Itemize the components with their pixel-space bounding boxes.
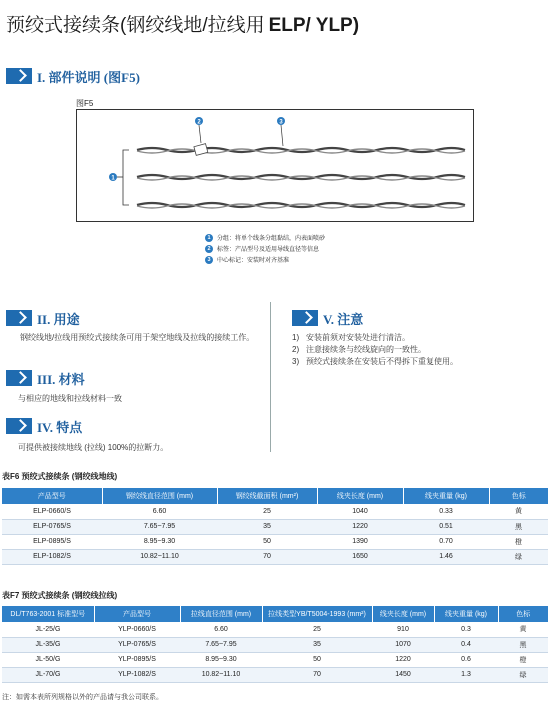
chevron-right-icon bbox=[6, 68, 32, 84]
column-header: 色标 bbox=[489, 488, 548, 504]
table-cell: 黑 bbox=[489, 519, 548, 534]
chevron-right-icon bbox=[6, 418, 32, 434]
column-header: 线夹长度 (mm) bbox=[372, 606, 434, 622]
callout-2-leader bbox=[199, 125, 201, 143]
table-f6-caption: 表F6 预绞式接续条 (钢绞线地线) bbox=[2, 472, 118, 481]
section-material-text: 与相应的地线和拉线材料一致 bbox=[18, 394, 122, 403]
legend-item bbox=[205, 254, 325, 265]
section-parts-header bbox=[6, 68, 140, 84]
legend-number: 2 bbox=[205, 245, 213, 253]
table-cell: ELP-1082/S bbox=[2, 549, 102, 564]
section-notes-header bbox=[292, 310, 363, 326]
chevron-right-icon bbox=[292, 310, 318, 326]
helical-rod-2 bbox=[137, 175, 465, 180]
table-cell: JL-35/G bbox=[2, 637, 94, 652]
legend-text: 分组：将单个线条分组黏结，内表面喷砂 bbox=[217, 236, 326, 242]
column-header: 钢绞线截面积 (mm²) bbox=[217, 488, 317, 504]
table-cell: 1220 bbox=[372, 652, 434, 667]
section-material-title: III. 材料 bbox=[37, 371, 85, 387]
page-title bbox=[6, 10, 359, 37]
section-features-text: 可提供被接续地线 (拉线) 100%的拉断力。 bbox=[18, 443, 169, 452]
list-item: 1) 安装前须对安装处进行清洁。 bbox=[292, 333, 410, 342]
callout-3-number: 3 bbox=[279, 119, 283, 126]
table-cell: 70 bbox=[262, 667, 372, 682]
table-cell: 35 bbox=[217, 519, 317, 534]
legend-text: 标签：产品型号及适用导线直径等信息 bbox=[217, 247, 320, 253]
table-header-row bbox=[2, 488, 548, 504]
table-cell: 10.82~11.10 bbox=[102, 549, 217, 564]
table-cell: JL-50/G bbox=[2, 652, 94, 667]
table-cell: JL-25/G bbox=[2, 622, 94, 637]
column-header: 钢绞线直径范围 (mm) bbox=[102, 488, 217, 504]
table-cell: 0.6 bbox=[434, 652, 498, 667]
table-cell: 35 bbox=[262, 637, 372, 652]
helical-rod-3 bbox=[137, 203, 465, 208]
table-cell: ELP-0895/S bbox=[2, 534, 102, 549]
table-cell: 1390 bbox=[317, 534, 403, 549]
figure-legend bbox=[205, 232, 325, 265]
table-f7-caption: 表F7 预绞式接续条 (钢绞线拉线) bbox=[2, 591, 118, 600]
table-cell: YLP-0895/S bbox=[94, 652, 180, 667]
table-cell: 0.33 bbox=[403, 504, 489, 519]
legend-text: 中心标记：安装时对齐基准 bbox=[217, 258, 290, 264]
table-cell: 1.3 bbox=[434, 667, 498, 682]
table-cell: 黄 bbox=[498, 622, 548, 637]
footnote: 注：如需本表所列规格以外的产品请与我公司联系。 bbox=[2, 694, 163, 701]
table-cell: 7.65~7.95 bbox=[102, 519, 217, 534]
column-header: DL/T763-2001 标准型号 bbox=[2, 606, 94, 622]
table-cell: 7.65~7.95 bbox=[180, 637, 262, 652]
column-header: 产品型号 bbox=[94, 606, 180, 622]
table-row bbox=[2, 667, 548, 682]
table-row bbox=[2, 504, 548, 519]
section-features-title: IV. 特点 bbox=[37, 419, 83, 435]
table-cell: 0.51 bbox=[403, 519, 489, 534]
table-f6 bbox=[2, 488, 548, 565]
table-cell: 1450 bbox=[372, 667, 434, 682]
table-cell: 绿 bbox=[489, 549, 548, 564]
section-parts-title: I. 部件说明 (图F5) bbox=[37, 69, 140, 85]
table-header-row bbox=[2, 606, 548, 622]
callout-3-leader bbox=[281, 125, 283, 146]
column-header: 产品型号 bbox=[2, 488, 102, 504]
figure-label: 图F5 bbox=[76, 99, 94, 108]
table-cell: 6.60 bbox=[180, 622, 262, 637]
table-row bbox=[2, 637, 548, 652]
callout-1-number: 1 bbox=[111, 175, 115, 182]
table-cell: 70 bbox=[217, 549, 317, 564]
section-usage-text: 钢绞线地/拉线用预绞式接续条可用于架空地线及拉线的接续工作。 bbox=[20, 333, 255, 342]
section-notes-title: V. 注意 bbox=[323, 311, 364, 327]
table-cell: 橙 bbox=[498, 652, 548, 667]
table-cell: 0.3 bbox=[434, 622, 498, 637]
column-header: 线夹长度 (mm) bbox=[317, 488, 403, 504]
table-cell: 25 bbox=[262, 622, 372, 637]
table-cell: YLP-1082/S bbox=[94, 667, 180, 682]
notes-list bbox=[292, 332, 458, 368]
table-cell: 黄 bbox=[489, 504, 548, 519]
table-cell: ELP-0660/S bbox=[2, 504, 102, 519]
chevron-right-icon bbox=[6, 370, 32, 386]
table-cell: 910 bbox=[372, 622, 434, 637]
table-cell: 1070 bbox=[372, 637, 434, 652]
list-item: 3) 预绞式接续条在安装后不得拆下重复使用。 bbox=[292, 357, 458, 366]
table-cell: 0.70 bbox=[403, 534, 489, 549]
section-usage-header bbox=[6, 310, 80, 326]
table-cell: 橙 bbox=[489, 534, 548, 549]
table-f7 bbox=[2, 606, 548, 683]
table-row bbox=[2, 534, 548, 549]
table-cell: 25 bbox=[217, 504, 317, 519]
section-material-header bbox=[6, 370, 85, 386]
table-cell: 6.60 bbox=[102, 504, 217, 519]
table-cell: YLP-0765/S bbox=[94, 637, 180, 652]
legend-number: 3 bbox=[205, 256, 213, 264]
table-cell: YLP-0660/S bbox=[94, 622, 180, 637]
table-cell: 8.95~9.30 bbox=[102, 534, 217, 549]
legend-item bbox=[205, 243, 325, 254]
table-cell: 1.46 bbox=[403, 549, 489, 564]
section-features-header bbox=[6, 418, 82, 434]
table-cell: 50 bbox=[217, 534, 317, 549]
column-header: 色标 bbox=[498, 606, 548, 622]
legend-number: 1 bbox=[205, 234, 213, 242]
column-divider bbox=[270, 302, 271, 452]
callout-2-number: 2 bbox=[197, 119, 201, 126]
column-header: 线夹重量 (kg) bbox=[434, 606, 498, 622]
table-row bbox=[2, 549, 548, 564]
table-cell: 1220 bbox=[317, 519, 403, 534]
table-cell: 8.95~9.30 bbox=[180, 652, 262, 667]
table-cell: 0.4 bbox=[434, 637, 498, 652]
table-cell: 绿 bbox=[498, 667, 548, 682]
figure-f5 bbox=[76, 109, 474, 222]
table-cell: ELP-0765/S bbox=[2, 519, 102, 534]
helical-rod-1 bbox=[137, 144, 465, 156]
callout-1-bracket bbox=[123, 150, 129, 205]
table-cell: 黑 bbox=[498, 637, 548, 652]
table-row bbox=[2, 519, 548, 534]
column-header: 线夹重量 (kg) bbox=[403, 488, 489, 504]
column-header: 拉线类型YB/T5004-1993 (mm²) bbox=[262, 606, 372, 622]
table-cell: 10.82~11.10 bbox=[180, 667, 262, 682]
title-en: ELP/ YLP) bbox=[268, 15, 360, 36]
title-zh: 预绞式接续条(钢绞线地/拉线用 bbox=[6, 15, 265, 36]
table-cell: 1040 bbox=[317, 504, 403, 519]
list-item: 2) 注意接续条与绞线旋向的一致性。 bbox=[292, 345, 426, 354]
table-cell: JL-70/G bbox=[2, 667, 94, 682]
table-cell: 50 bbox=[262, 652, 372, 667]
column-header: 拉线直径范围 (mm) bbox=[180, 606, 262, 622]
legend-item bbox=[205, 232, 325, 243]
table-row bbox=[2, 622, 548, 637]
section-usage-title: II. 用途 bbox=[37, 311, 80, 327]
chevron-right-icon bbox=[6, 310, 32, 326]
table-cell: 1650 bbox=[317, 549, 403, 564]
label-tag bbox=[194, 144, 208, 156]
helical-rods-drawing bbox=[77, 110, 475, 223]
table-row bbox=[2, 652, 548, 667]
